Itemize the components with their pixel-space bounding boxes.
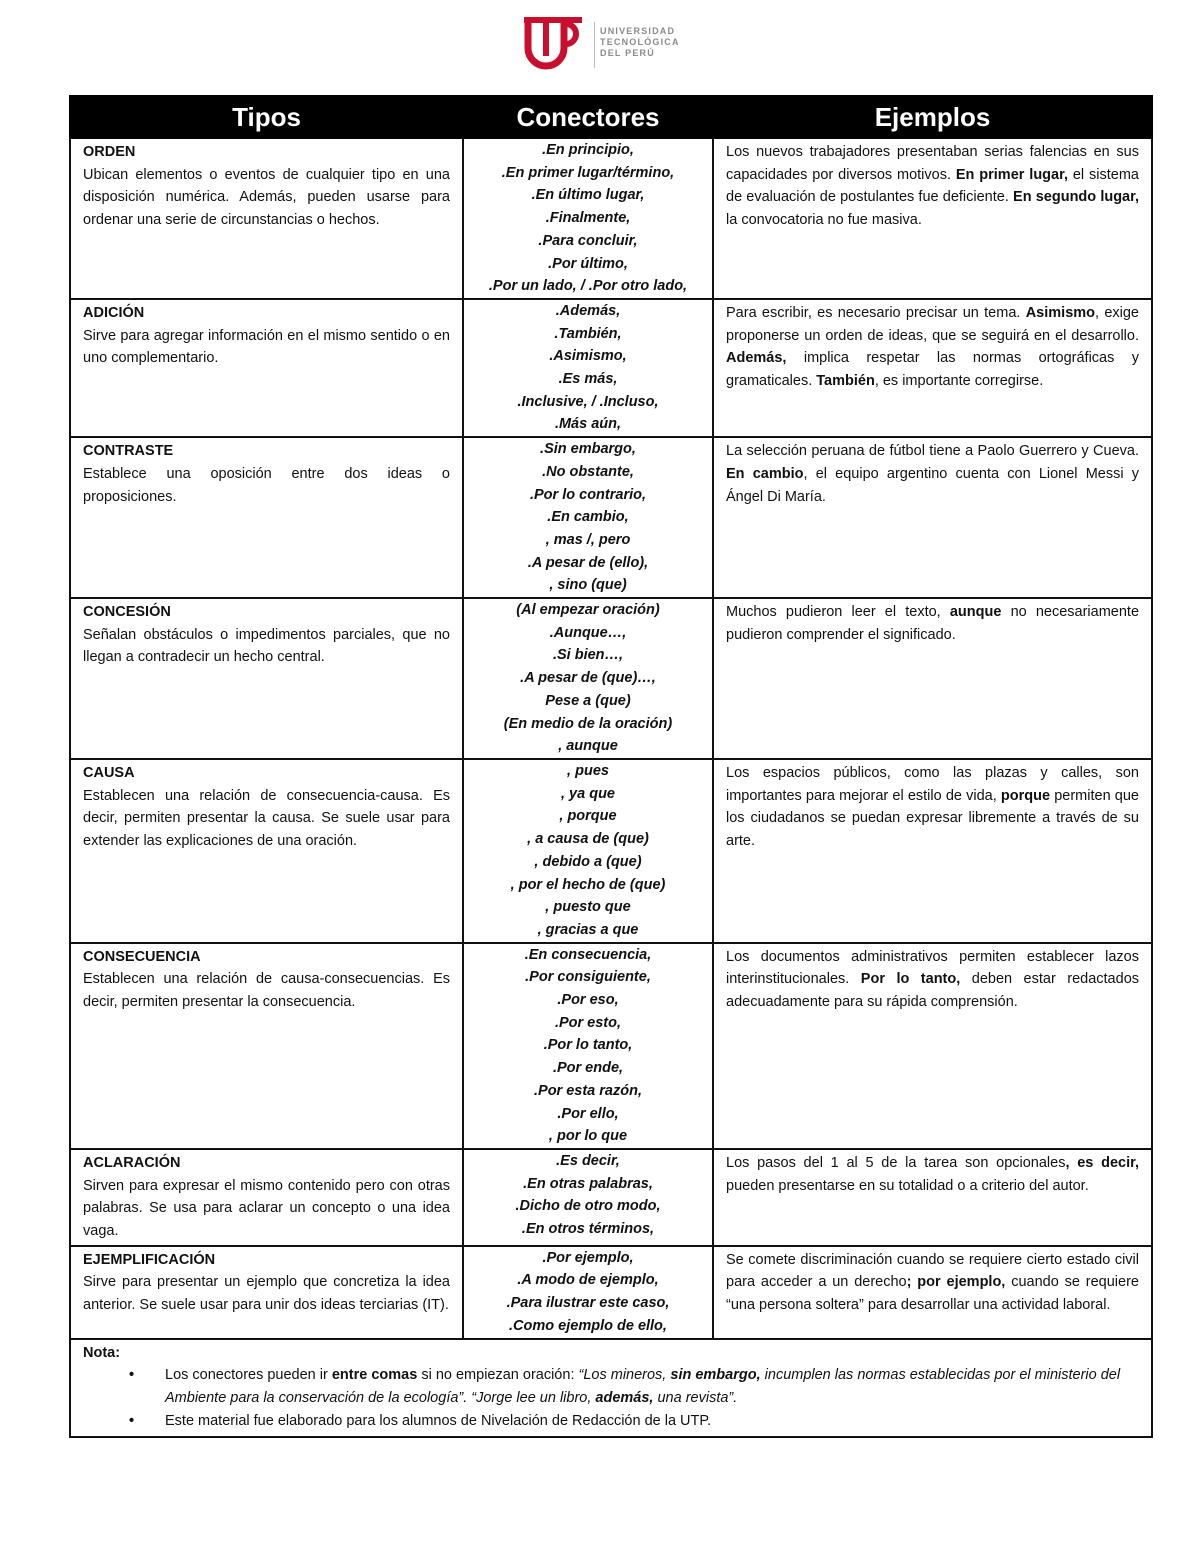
logo-separator <box>594 22 595 68</box>
connector-item: .En consecuencia, <box>524 946 652 963</box>
example-cell <box>713 138 1152 299</box>
example-cell <box>713 598 1152 759</box>
header-tipos: Tipos <box>70 96 463 138</box>
table-row <box>70 759 1152 943</box>
logo-text <box>600 26 680 59</box>
connector-item: , aunque <box>558 738 618 755</box>
nota-item-2: • Este material fue elaborado para los alumnos de Nivelación de Redacción de la UTP. <box>143 1410 1139 1433</box>
example-cell <box>713 759 1152 943</box>
type-description: Ubican elementos o eventos de cualquier tipo en una disposición numérica. Además, pueden usarse para ordenar una serie de circunstancias o hechos. <box>83 166 450 229</box>
type-title: ADICIÓN <box>83 304 145 321</box>
example-cell <box>713 1246 1152 1339</box>
connector-item: .Si bien…, <box>552 647 624 664</box>
nota-title: Nota: <box>83 1344 121 1361</box>
connector-item: .Por esta razón, <box>534 1082 642 1099</box>
connectors-cell <box>463 299 713 437</box>
connectors-cell <box>463 437 713 598</box>
connector-item: .Por último, <box>548 255 628 272</box>
type-title: CONTRASTE <box>83 443 174 460</box>
connectors-cell <box>463 138 713 299</box>
connector-item: , debido a (que) <box>534 853 642 870</box>
connector-item: , mas /, pero <box>545 531 631 548</box>
nota-text: Los conectores pueden ir <box>165 1367 332 1384</box>
header-ejemplos: Ejemplos <box>713 96 1152 138</box>
connectors-cell <box>463 1246 713 1339</box>
connectors-table <box>69 95 1153 1438</box>
type-cell <box>70 1246 463 1339</box>
connector-item: .Además, <box>555 302 621 319</box>
connector-item: .Para concluir, <box>538 232 638 249</box>
connector-item: .Por lo contrario, <box>529 486 646 503</box>
connector-item: .Como ejemplo de ello, <box>509 1317 667 1334</box>
connector-item: .Finalmente, <box>545 210 631 227</box>
connector-item: (Al empezar oración) <box>516 602 660 619</box>
table-row <box>70 437 1152 598</box>
connector-item: .Más aún, <box>554 416 622 433</box>
type-cell <box>70 299 463 437</box>
nota-row <box>70 1339 1152 1438</box>
table-row <box>70 1246 1152 1339</box>
connector-item: .En otras palabras, <box>523 1175 653 1192</box>
example-cell <box>713 437 1152 598</box>
example-connector: porque <box>1000 787 1051 804</box>
type-cell <box>70 943 463 1149</box>
example-connector: , es decir, <box>1065 1154 1139 1171</box>
connector-item: .Asimismo, <box>549 348 627 365</box>
connector-item: , pues <box>567 762 609 779</box>
example-text: Para escribir, es necesario precisar un tema. <box>726 304 1026 321</box>
nota-quote: “Los mineros, <box>578 1367 671 1384</box>
table-row <box>70 299 1152 437</box>
connectors-cell <box>463 598 713 759</box>
example-connector: aunque <box>949 604 1002 621</box>
connector-item: .Aunque…, <box>549 624 627 641</box>
nota-list <box>83 1364 1139 1432</box>
connector-item: .En cambio, <box>547 509 629 526</box>
connector-item: , gracias a que <box>537 921 639 938</box>
connector-item: .Es decir, <box>556 1152 620 1169</box>
logo-line-1: UNIVERSIDAD <box>600 26 676 36</box>
connector-item: .En otros términos, <box>521 1221 655 1238</box>
type-description: Sirven para expresar el mismo contenido pero con otras palabras. Se usa para aclarar un concepto o una idea vaga. <box>83 1177 450 1240</box>
type-cell <box>70 759 463 943</box>
type-description: Establecen una relación de causa-consecuencias. Es decir, permiten presentar la consecuencia. <box>83 971 450 1011</box>
connector-item: , ya que <box>561 785 615 802</box>
example-connector: En primer lugar, <box>955 166 1068 183</box>
example-connector: En segundo lugar, <box>1013 189 1139 206</box>
type-title: ACLARACIÓN <box>83 1154 181 1171</box>
type-cell <box>70 138 463 299</box>
example-connector: ; por ejemplo, <box>906 1274 1006 1291</box>
connector-item: .Por ende, <box>552 1060 624 1077</box>
utp-logo <box>522 16 682 76</box>
example-cell <box>713 1149 1152 1246</box>
type-title: EJEMPLIFICACIÓN <box>83 1251 216 1268</box>
connector-item: , porque <box>559 808 617 825</box>
connector-item: .Por un lado, / .Por otro lado, <box>488 278 688 295</box>
connector-item: .Para ilustrar este caso, <box>506 1295 670 1312</box>
header-conectores: Conectores <box>463 96 713 138</box>
example-text: La selección peruana de fútbol tiene a Paolo Guerrero y Cueva. <box>726 443 1139 460</box>
nota-emphasis: sin embargo, <box>670 1367 761 1384</box>
example-text: Los nuevos trabajadores presentaban serias falencias en sus capacidades por diversos motivos. <box>726 144 1139 183</box>
example-connector: Además, <box>726 350 787 367</box>
example-text: implica respetar las normas ortográficas y gramaticales. <box>726 350 1139 390</box>
connector-item: , sino (que) <box>549 577 627 594</box>
example-text: Los pasos del 1 al 5 de la tarea son opcionales <box>726 1154 1066 1171</box>
connectors-cell <box>463 759 713 943</box>
connector-item: .No obstante, <box>542 463 634 480</box>
table-row <box>70 138 1152 299</box>
table-row <box>70 1149 1152 1246</box>
connector-item: .Por consiguiente, <box>525 969 651 986</box>
connector-item: , por lo que <box>548 1128 628 1145</box>
utp-logo-mark <box>522 16 586 74</box>
connector-item: .Inclusive, / .Incluso, <box>517 393 659 410</box>
type-title: ORDEN <box>83 144 136 160</box>
header-row <box>70 96 1152 138</box>
connector-item: .Por lo tanto, <box>543 1037 633 1054</box>
example-text: Los documentos administrativos permiten establecer lazos interinstitucionales. <box>726 948 1139 988</box>
connector-item: Pese a (que) <box>545 692 631 709</box>
connector-item: (En medio de la oración) <box>503 715 673 732</box>
connector-item: .Sin embargo, <box>540 441 636 458</box>
example-text: deben estar redactados adecuadamente para su rápida comprensión. <box>726 971 1140 1011</box>
type-description: Sirve para agregar información en el mismo sentido o en uno complementario. <box>83 327 450 367</box>
example-text: pueden presentarse en su totalidad o a criterio del autor. <box>726 1177 1089 1194</box>
example-connector: Asimismo <box>1025 304 1096 321</box>
nota-emphasis: entre comas <box>331 1367 418 1384</box>
type-title: CONCESIÓN <box>83 604 171 621</box>
connector-item: .Por eso, <box>557 992 619 1009</box>
example-text: , el equipo argentino cuenta con Lionel Messi y Ángel Di María. <box>726 465 1139 505</box>
type-description: Establece una oposición entre dos ideas o proposiciones. <box>83 465 450 505</box>
example-connector: En cambio <box>726 465 804 482</box>
connector-item: .Por ejemplo, <box>542 1249 634 1266</box>
connector-item: .Dicho de otro modo, <box>515 1198 661 1215</box>
table-row <box>70 943 1152 1149</box>
example-text: no necesariamente pudieron comprender el significado. <box>726 604 1140 643</box>
example-connector: Por lo tanto, <box>860 971 961 988</box>
connectors-cell <box>463 943 713 1149</box>
connector-item: .A modo de ejemplo, <box>517 1272 659 1289</box>
type-description: Señalan obstáculos o impedimentos parciales, que no llegan a contradecir un hecho central. <box>83 626 450 666</box>
connector-item: , a causa de (que) <box>527 831 649 848</box>
example-text: la convocatoria no fue masiva. <box>726 212 922 229</box>
logo-line-3: DEL PERÚ <box>600 48 655 58</box>
example-text: Se comete discriminación cuando se requiere cierto estado civil para acceder a un derecho <box>726 1251 1139 1291</box>
connector-item: .A pesar de (ello), <box>527 554 649 571</box>
nota-item-1 <box>143 1364 1139 1409</box>
example-connector: También <box>816 373 875 390</box>
connector-item: .Por esto, <box>554 1014 622 1031</box>
logo-line-2: TECNOLÓGICA <box>600 37 680 47</box>
type-title: CAUSA <box>83 764 135 781</box>
example-text: Muchos pudieron leer el texto, <box>726 604 950 621</box>
nota-emphasis: además, <box>595 1389 654 1406</box>
nota-quote: una revista”. <box>653 1389 738 1406</box>
nota-quote: incumplen las normas establecidas por el ministerio del Ambiente para la conservación de la ecología”. “Jorge lee un libro, <box>165 1367 1121 1406</box>
connector-item: , puesto que <box>545 899 631 916</box>
connector-item: .Por ello, <box>557 1105 619 1122</box>
type-cell <box>70 437 463 598</box>
connector-item: .También, <box>554 325 622 342</box>
connector-item: .En último lugar, <box>531 187 645 204</box>
example-text: permiten que los ciudadanos se puedan expresar libremente a través de su arte. <box>726 787 1139 850</box>
type-cell <box>70 1149 463 1246</box>
example-text: , es importante corregirse. <box>874 373 1044 390</box>
type-cell <box>70 598 463 759</box>
type-description: Establecen una relación de consecuencia-causa. Es decir, permiten presentar la causa. Se suele usar para extender las explicaciones de una oración. <box>83 787 450 850</box>
example-text: Los espacios públicos, como las plazas y calles, son importantes para mejorar el estilo de vida, <box>726 764 1139 804</box>
connector-item: .En primer lugar/término, <box>501 164 675 181</box>
example-cell <box>713 943 1152 1149</box>
rows-body <box>70 138 1152 1339</box>
table-row <box>70 598 1152 759</box>
type-description: Sirve para presentar un ejemplo que concretiza la idea anterior. Se suele usar para unir dos ideas terciarias (IT). <box>83 1274 450 1314</box>
example-text: , exige proponerse un orden de ideas, que se seguirá en el desarrollo. <box>726 304 1139 344</box>
nota-text: si no empiezan oración: <box>417 1367 579 1384</box>
connectors-cell <box>463 1149 713 1246</box>
example-cell <box>713 299 1152 437</box>
nota-cell <box>70 1339 1152 1438</box>
connector-item: .En principio, <box>542 142 634 158</box>
example-text: el sistema de evaluación de postulantes fue deficiente. <box>726 166 1139 206</box>
type-title: CONSECUENCIA <box>83 948 201 965</box>
connector-item: , por el hecho de (que) <box>510 876 666 893</box>
connector-item: .Es más, <box>558 371 618 388</box>
connector-item: .A pesar de (que)…, <box>520 670 656 687</box>
example-text: cuando se requiere “una persona soltera” para desarrollar una actividad laboral. <box>726 1274 1139 1314</box>
